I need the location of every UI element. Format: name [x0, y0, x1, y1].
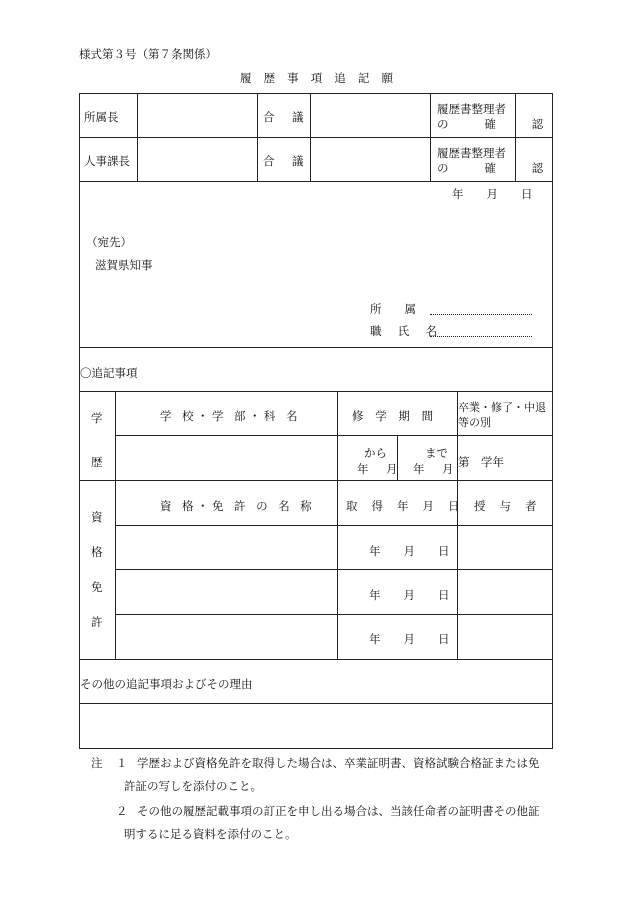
lic-row-1 — [115, 525, 552, 526]
lic-row-2 — [115, 569, 552, 570]
lic-row-3 — [115, 614, 552, 615]
edu-header-bottom — [115, 435, 552, 436]
lic-side-label-2: 格 — [91, 545, 103, 559]
edu-from-ym: 年 月 — [357, 462, 405, 476]
lic-bottom — [79, 659, 552, 660]
edu-grade: 第 学年 — [458, 455, 504, 469]
lic-col-date: 取 得 年 月 日 — [346, 499, 465, 513]
edu-col-school: 学 校・学 部・科 名 — [160, 409, 301, 423]
to-name: 滋賀県知事 — [95, 258, 153, 272]
note-1-line-1: 学歴および資格免許を取得した場合は、卒業証明書、資格試験合格証または免 — [137, 756, 540, 770]
form-number: 様式第３号（第７条関係） — [79, 47, 217, 61]
to-label: （宛先） — [86, 235, 132, 249]
lic-side-label-1: 資 — [91, 510, 103, 524]
approval-col-1 — [137, 93, 138, 181]
note-1-line-2: 許証の写しを添付のこと。 — [124, 779, 262, 793]
edu-to-ym: 年 月 — [413, 462, 461, 476]
note-2-line-1: その他の履歴記載事項の訂正を申し出る場合は、当該任命者の証明書その他証 — [137, 804, 540, 818]
other-heading-bottom — [79, 703, 552, 704]
label-consult-2: 合 議 — [263, 154, 311, 168]
lic-col-name: 資 格・免 許 の 名 称 — [160, 499, 316, 513]
lic-date-2: 年 月 日 — [369, 588, 450, 602]
edu-side-label-1: 学 — [91, 411, 103, 425]
border-left — [79, 93, 80, 748]
border-top — [79, 93, 552, 94]
note-2-line-2: 明するに足る資料を添付のこと。 — [124, 827, 297, 841]
affiliation-input[interactable] — [430, 314, 532, 315]
other-heading: その他の追記事項およびその理由 — [80, 677, 253, 691]
edu-col-status: 卒業・修了・中退等の別 — [458, 401, 546, 429]
approval-bottom — [79, 181, 552, 182]
edu-side-label-2: 歴 — [91, 455, 103, 469]
edu-to-label: まで — [425, 446, 448, 460]
edu-col-period: 修 学 期 間 — [352, 409, 438, 423]
label-section-chief: 所属長 — [84, 110, 119, 124]
name-label: 職 氏 名 — [370, 324, 444, 338]
label-registrar-1b: の 確 認 — [437, 117, 560, 131]
label-registrar-1a: 履歴書整理者 — [437, 102, 506, 116]
lic-date-3: 年 月 日 — [369, 632, 450, 646]
label-registrar-2b: の 確 認 — [437, 161, 560, 175]
page-title: 履歴事項追記願 — [240, 71, 406, 85]
addressee-bottom — [79, 347, 552, 348]
approval-row-divider — [79, 137, 552, 138]
affiliation-label: 所 属 — [370, 302, 416, 316]
lic-date-1: 年 月 日 — [369, 544, 450, 558]
label-hr-chief: 人事課長 — [84, 154, 130, 168]
approval-col-4 — [430, 93, 431, 181]
notes-label: 注 — [91, 756, 103, 770]
lic-side-label-4: 許 — [91, 615, 103, 629]
additions-heading-bottom — [79, 391, 552, 392]
border-right — [552, 93, 553, 749]
name-input[interactable] — [430, 336, 532, 337]
additions-heading: 〇追記事項 — [80, 366, 138, 380]
border-bottom — [79, 748, 552, 749]
date-line: 年 月 日 — [452, 187, 533, 201]
edu-from-label: から — [364, 446, 387, 460]
note-2-number: ２ — [116, 804, 128, 818]
lic-col-grantor: 授 与 者 — [474, 499, 542, 513]
label-registrar-2a: 履歴書整理者 — [437, 146, 506, 160]
note-1-number: １ — [116, 756, 128, 770]
edu-bottom — [79, 480, 552, 481]
approval-col-2 — [257, 93, 258, 181]
label-consult-1: 合 議 — [263, 110, 311, 124]
lic-side-label-3: 免 — [91, 580, 103, 594]
